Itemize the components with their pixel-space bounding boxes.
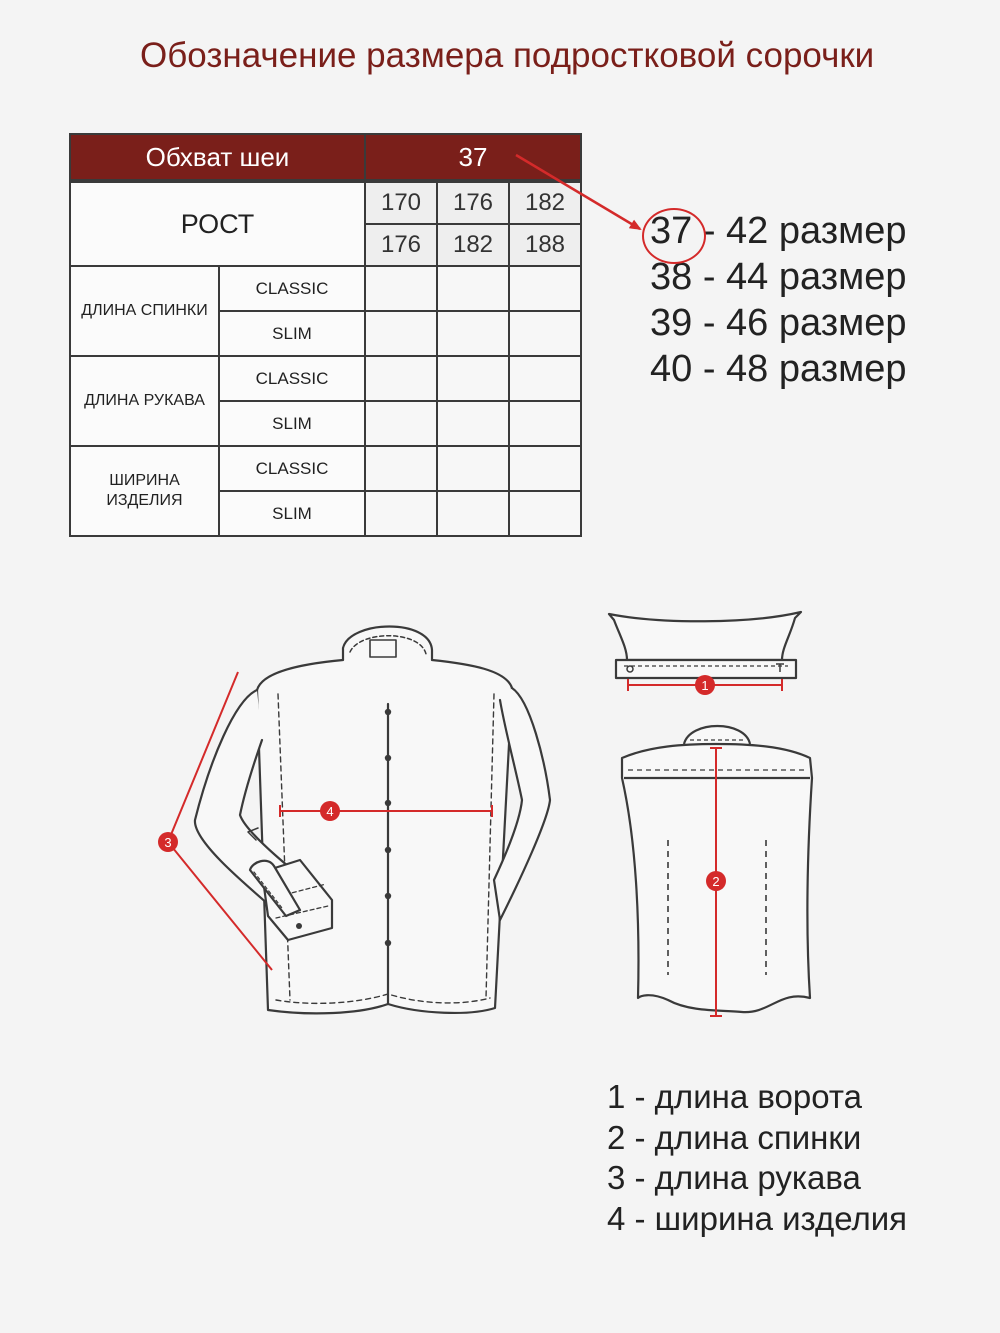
legend-item: 3 - длина рукава [607,1159,861,1196]
neck-header: Обхват шеи [70,134,365,181]
height-cell: 182 [509,181,581,224]
shirt-front [195,627,550,1014]
legend-item: 4 - ширина изделия [607,1199,908,1237]
marker-label: 1 [701,678,709,693]
group-back-length: ДЛИНА СПИНКИ [70,266,219,356]
marker-2 [706,871,726,891]
legend-item: 2 - длина спинки [607,1118,862,1156]
neck-value: 37 [365,134,581,181]
fit-label: CLASSIC [219,356,365,401]
fit-label: CLASSIC [219,446,365,491]
height-cell: 188 [509,224,581,266]
size-rest: - 44 размер [692,256,907,298]
collar-detail [609,612,801,678]
height-cell: 170 [365,181,437,224]
group-sleeve-length: ДЛИНА РУКАВА [70,356,219,446]
size-rest: - 42 размер [692,210,907,252]
size-rest: - 46 размер [692,302,907,344]
fit-label: CLASSIC [219,266,365,311]
legend [607,1077,907,1239]
fit-label: SLIM [219,311,365,356]
group-width: ШИРИНА ИЗДЕЛИЯ [70,446,219,536]
height-cell: 182 [437,224,509,266]
pointer-arrow [516,155,640,229]
marker-label: 3 [164,835,172,850]
height-cell: 176 [365,224,437,266]
marker-4 [320,801,340,821]
marker-label: 2 [712,874,720,889]
size-neck: 38 [650,256,693,298]
size-neck: 40 [650,348,693,390]
legend-item: 1 - длина ворота [607,1078,862,1115]
fit-label: SLIM [219,491,365,536]
size-neck: 39 [650,302,693,344]
height-cell: 176 [437,181,509,224]
fit-label: SLIM [219,401,365,446]
marker-1 [695,675,715,695]
height-label: РОСТ [70,181,365,266]
size-neck: 37 [650,210,693,252]
size-rest: - 48 размер [692,348,907,390]
marker-label: 4 [326,804,334,819]
marker-3 [158,832,178,852]
page-title: Обозначение размера подростковой сорочки [140,36,875,75]
